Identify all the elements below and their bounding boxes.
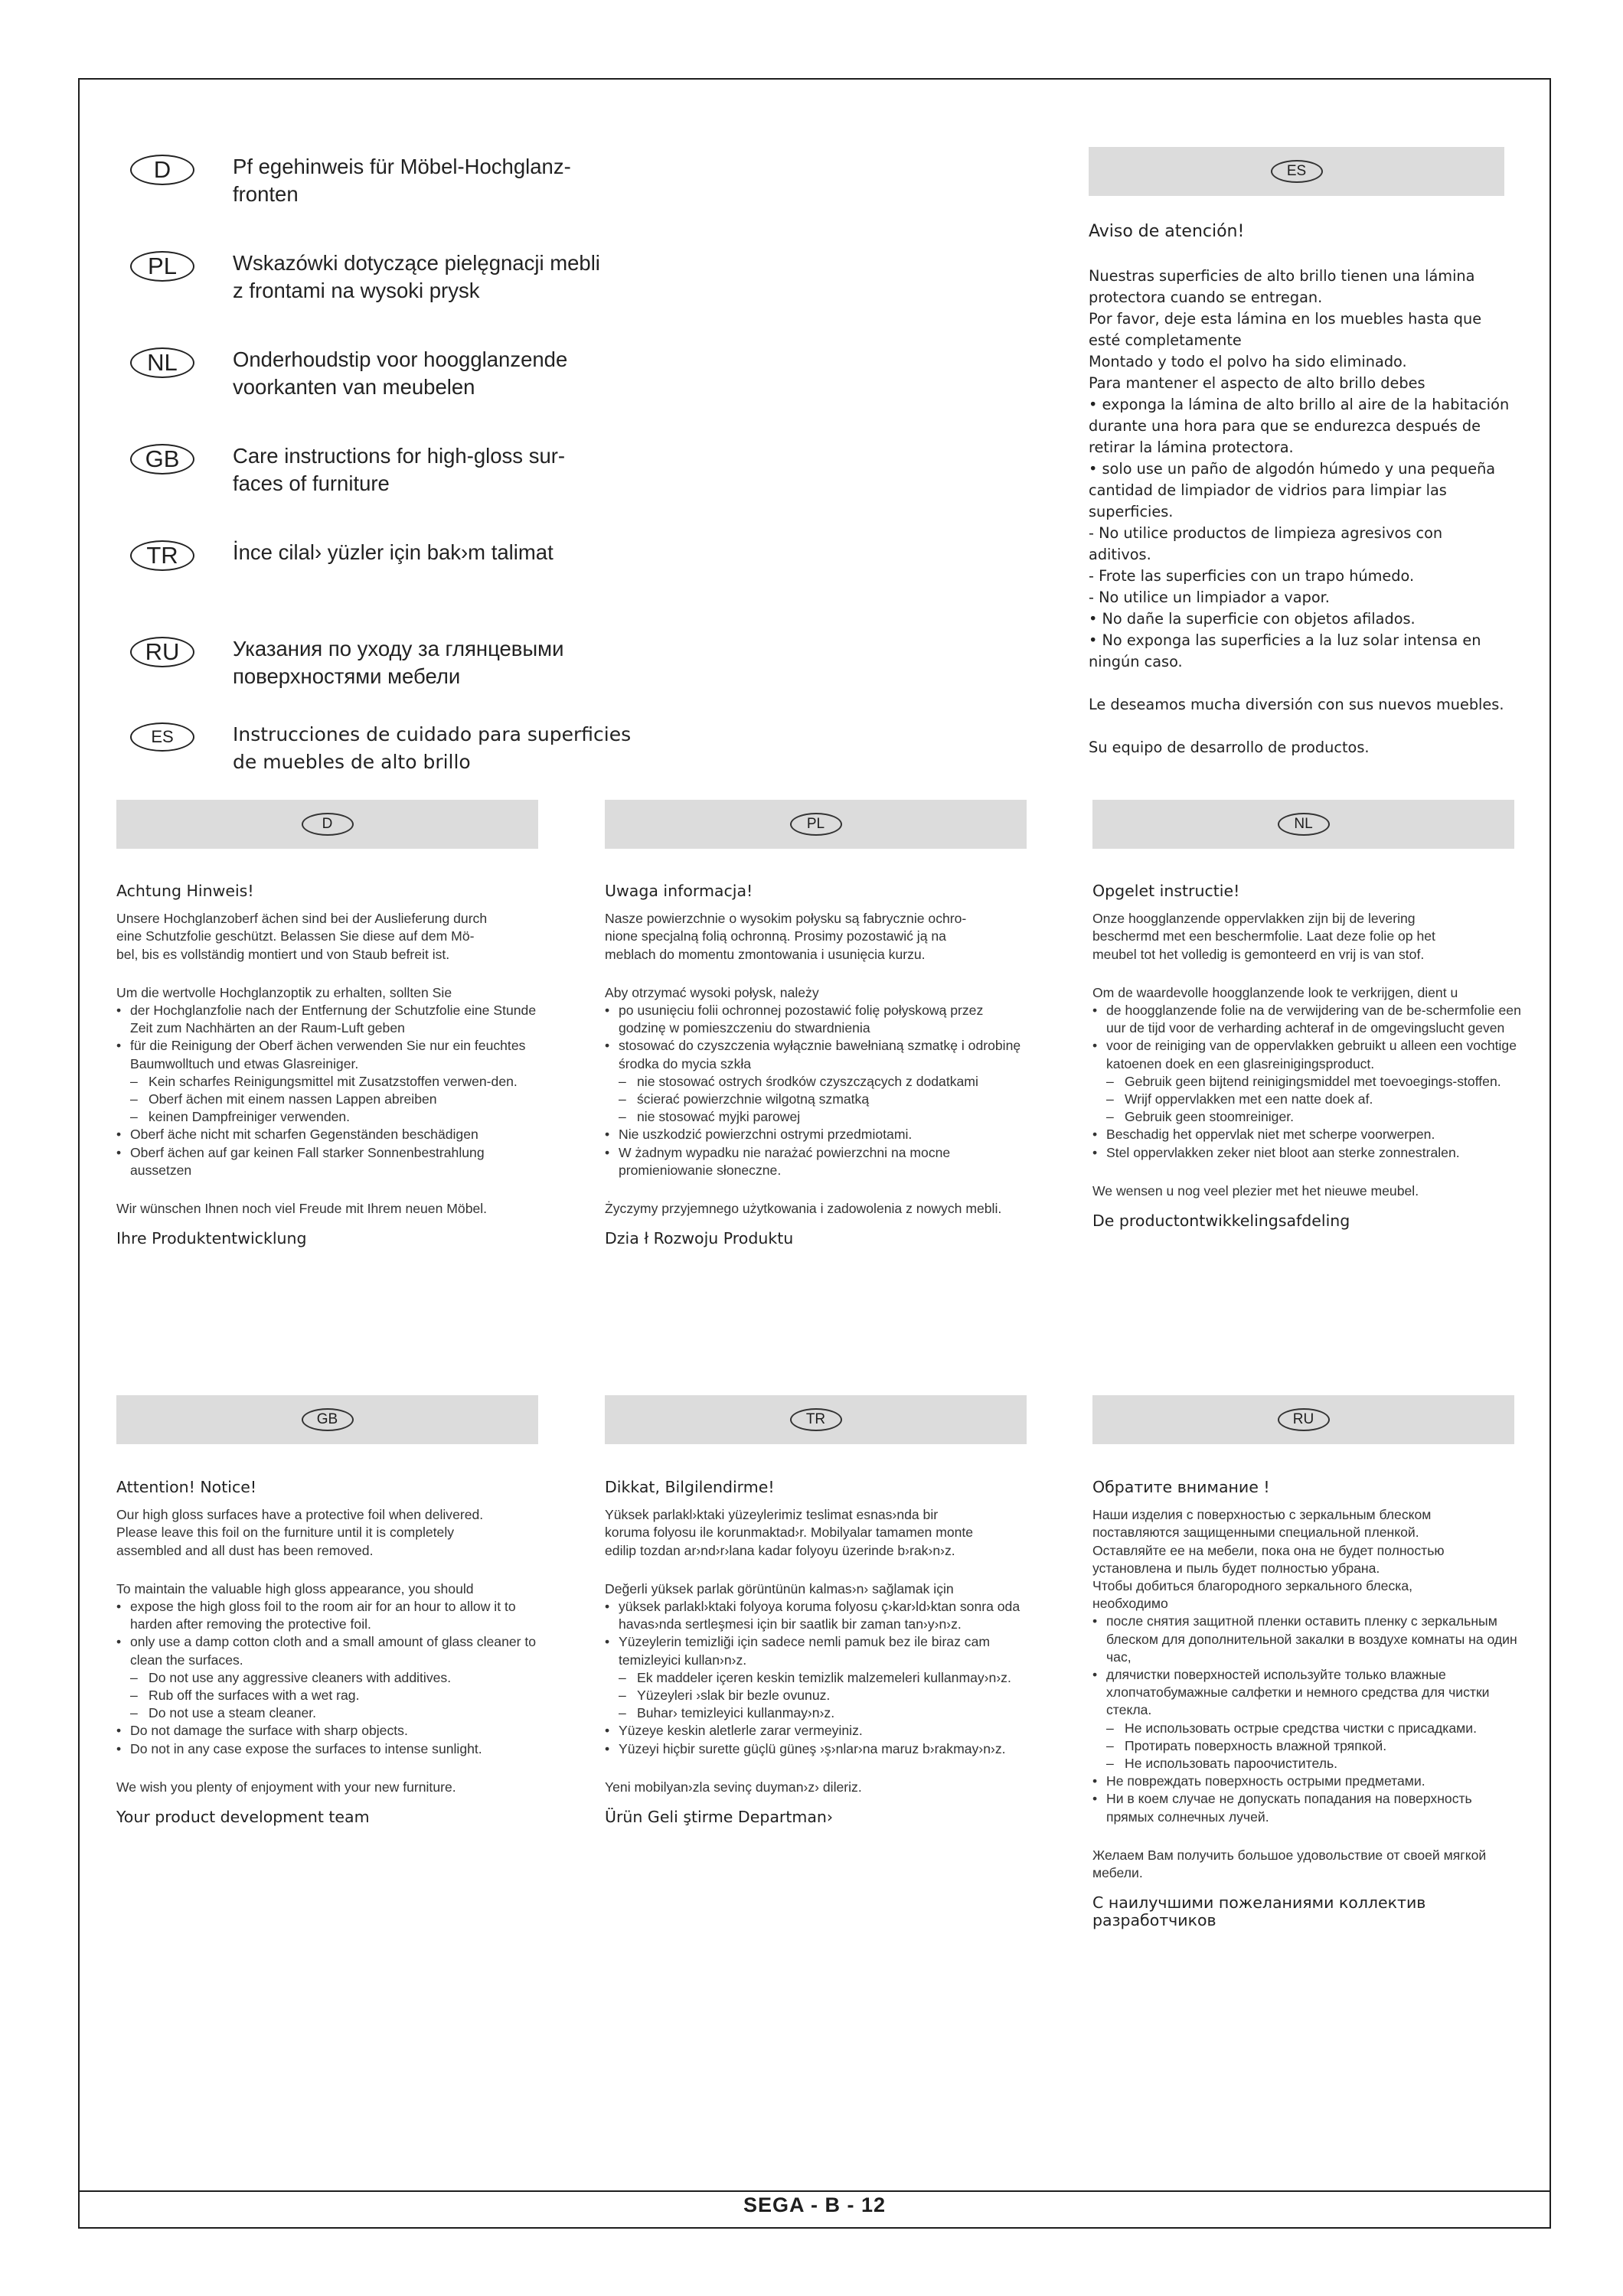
body-line: cantidad de limpiador de vidrios para limpiar las [1089, 481, 1447, 499]
bullet-item: • stosować do czyszczenia wyłącznie bawełnianą szmatkę i odrobinę środka do mycia szkła [605, 1037, 1034, 1072]
section-es [1089, 221, 1517, 758]
bullet-item: • Yüzeyi hiçbir surette güçlü güneş ›ş›nlar›na maruz b›rakmay›n›z. [605, 1740, 1034, 1758]
language-badge-gb: GB [302, 1408, 354, 1431]
intro-line: установлена и пыль будет полностью убрана. [1092, 1560, 1380, 1576]
bullet-item: • only use a damp cotton cloth and a small amount of glass cleaner to clean the surfaces. [116, 1633, 545, 1668]
lead-line: Om de waardevolle hoogglanzende look te verkrijgen, dient u [1092, 984, 1458, 1000]
instruction-list [1092, 1002, 1521, 1162]
body-line: - Frote las superficies con un trapo húmedo. [1089, 567, 1415, 585]
intro-line: поставляются защищенными специальной пленкой. [1092, 1525, 1419, 1541]
dash-item: – Ek maddeler içeren keskin temizlik malzemeleri kullanmay›n›z. [605, 1669, 1034, 1687]
section-signature: Ihre Produktentwicklung [116, 1229, 307, 1248]
bullet-item: • voor de reiniging van de oppervlakken gebruikt u alleen een vochtige katoenen doek en een glasreinigingsproduct. [1092, 1037, 1521, 1072]
bullet-item: • Oberf äche nicht mit scharfen Gegenständen beschädigen [116, 1126, 545, 1143]
dash-item: – nie stosować ostrych środków czyszczących z dodatkami [605, 1073, 1034, 1091]
dash-item: – Протирать поверхность влажной тряпкой. [1092, 1737, 1521, 1755]
section-signature: Dzia ł Rozwoju Produktu [605, 1229, 794, 1248]
body-line: • No dañe la superficie con objetos afilados. [1089, 610, 1416, 628]
title-row-nl [130, 346, 651, 401]
body-line: esté completamente [1089, 331, 1242, 349]
intro-line: Onze hoogglanzende oppervlakken zijn bij de levering [1092, 911, 1416, 927]
language-badge-gb: GB [130, 444, 194, 475]
lead-line: Değerli yüksek parlak görüntünün kalmas›n› sağlamak için [605, 1580, 954, 1596]
section-closing: We wensen u nog veel plezier met het nieuwe meubel. [1092, 1182, 1419, 1199]
language-badge-es: ES [130, 722, 194, 752]
intro-line: assembled and all dust has been removed. [116, 1542, 374, 1558]
dash-item: – Do not use a steam cleaner. [116, 1704, 545, 1722]
intro-line: Наши изделия с поверхностью с зеркальным блеском [1092, 1507, 1432, 1523]
section-heading: Opgelet instructie! [1092, 882, 1240, 900]
section-header-gb [116, 1395, 538, 1444]
dash-item: – Gebruik geen bijtend reinigingsmiddel met toevoegings-stoffen. [1092, 1073, 1521, 1091]
lead-line: To maintain the valuable high gloss appearance, you should [116, 1580, 474, 1596]
bullet-item: • Oberf ächen auf gar keinen Fall starker Sonnenbestrahlung aussetzen [116, 1144, 545, 1179]
language-badge-ru: RU [1278, 1408, 1330, 1431]
body-line: - No utilice productos de limpieza agresivos con [1089, 524, 1443, 542]
section-header-tr [605, 1395, 1027, 1444]
language-badge-pl: PL [790, 813, 842, 836]
body-line: Montado y todo el polvo ha sido eliminado. [1089, 353, 1407, 370]
section-signature: Su equipo de desarrollo de productos. [1089, 739, 1370, 756]
bullet-item: • der Hochglanzfolie nach der Entfernung der Schutzfolie eine Stunde Zeit zum Nachhärten an der Raum-Luft geben [116, 1002, 545, 1037]
language-badge-d: D [302, 813, 354, 836]
page-footer: SEGA - B - 12 [743, 2193, 887, 2216]
title-text: Instrucciones de cuidado para superficies de muebles de alto brillo [233, 723, 632, 773]
instruction-list [1092, 1613, 1521, 1825]
section-d [116, 882, 545, 1247]
section-heading: Attention! Notice! [116, 1478, 257, 1496]
section-closing: We wish you plenty of enjoyment with your new furniture. [116, 1779, 456, 1795]
instruction-list [605, 1002, 1034, 1179]
body-line: Por favor, deje esta lámina en los muebles hasta que [1089, 310, 1482, 328]
section-ru [1092, 1479, 1521, 1930]
bullet-item: • Yüzeye keskin aletlerle zarar vermeyiniz. [605, 1722, 1034, 1740]
dash-item: – Kein scharfes Reinigungsmittel mit Zusatzstoffen verwen-den. [116, 1073, 545, 1091]
dash-item: – Wrijf oppervlakken met een natte doek af. [1092, 1091, 1521, 1108]
section-heading: Dikkat, Bilgilendirme! [605, 1478, 775, 1496]
section-body [1089, 266, 1517, 673]
intro-line: edilip tozdan ar›nd›r›lana kadar folyoyu üzerinde b›rak›n›z. [605, 1542, 955, 1558]
lead-line: Um die wertvolle Hochglanzoptik zu erhalten, sollten Sie [116, 984, 452, 1000]
dash-item: – Не использовать острые средства чистки с присадками. [1092, 1720, 1521, 1737]
title-row-ru [130, 635, 651, 690]
dash-item: – Не использовать пароочиститель. [1092, 1755, 1521, 1773]
section-nl [1092, 882, 1521, 1230]
intro-line: Please leave this foil on the furniture until it is completely [116, 1525, 455, 1541]
section-signature: Your product development team [116, 1808, 370, 1827]
section-heading: Uwaga informacja! [605, 882, 753, 900]
body-line: aditivos. [1089, 546, 1151, 563]
title-row-gb [130, 442, 651, 497]
intro-line: Unsere Hochglanzoberf ächen sind bei der Auslieferung durch [116, 911, 488, 927]
bullet-item: • Ни в коем случае не допускать попадания на поверхность прямых солнечных лучей. [1092, 1790, 1521, 1825]
section-closing: Wir wünschen Ihnen noch viel Freude mit Ihrem neuen Möbel. [116, 1201, 488, 1217]
section-gb [116, 1479, 545, 1826]
section-signature: С наилучшими пожеланиями коллектив разработчиков [1092, 1893, 1426, 1930]
title-row-es [130, 721, 651, 776]
bullet-item: • po usunięciu folii ochronnej pozostawić folię połyskową przez godzinę w pomieszczeniu do stwardnienia [605, 1002, 1034, 1037]
language-badge-nl: NL [130, 347, 194, 378]
bullet-item: • Nie uszkodzić powierzchni ostrymi przedmiotami. [605, 1126, 1034, 1143]
bullet-item: • für die Reinigung der Oberf ächen verwenden Sie nur ein feuchtes Baumwolltuch und etwas Glasreiniger. [116, 1037, 545, 1072]
body-line: Nuestras superficies de alto brillo tienen una lámina [1089, 267, 1475, 285]
intro-line: koruma folyosu ile korunmaktad›r. Mobilyalar tamamen monte [605, 1525, 974, 1541]
title-text: İnce cilal› yüzler için bak›m talimat [233, 540, 554, 564]
section-header-nl [1092, 800, 1514, 849]
lead-line: Aby otrzymać wysoki połysk, należy [605, 984, 819, 1000]
body-line: • No exponga las superficies a la luz solar intensa en [1089, 631, 1481, 649]
section-closing: Le deseamos mucha diversión con sus nuevos muebles. [1089, 696, 1504, 713]
bullet-item: • yüksek parlakl›ktaki folyoya koruma folyosu ç›kar›ld›ktan sonra oda havas›nda sertleşmesi için bir saatlik bir zaman tan›y›n›z. [605, 1598, 1034, 1633]
section-header-d [116, 800, 538, 849]
bullet-item: • Beschadig het oppervlak niet met scherpe voorwerpen. [1092, 1126, 1521, 1143]
dash-item: – Yüzeyleri ›slak bir bezle ovunuz. [605, 1687, 1034, 1704]
intro-line: meblach do momentu zmontowania i usunięcia kurzu. [605, 946, 926, 962]
instruction-list [116, 1002, 545, 1179]
section-pl [605, 882, 1034, 1247]
dash-item: – Do not use any aggressive cleaners with additives. [116, 1669, 545, 1687]
intro-line: bel, bis es vollständig montiert und von Staub befreit ist. [116, 946, 450, 962]
section-closing: Yeni mobilyan›zla sevinç duyman›z› dileriz. [605, 1779, 862, 1795]
bullet-item: • de hoogglanzende folie na de verwijdering van de be-schermfolie een uur de tijd voor de verharding achteraf in de omgevingslucht geven [1092, 1002, 1521, 1037]
dash-item: – keinen Dampfreiniger verwenden. [116, 1108, 545, 1126]
title-text: Care instructions for high-gloss sur- faces of furniture [233, 444, 566, 495]
intro-line: meubel tot het volledig is gemonteerd en vrij is van stof. [1092, 946, 1425, 962]
title-row-pl [130, 249, 651, 305]
intro-line: Our high gloss surfaces have a protective foil when delivered. [116, 1507, 484, 1523]
intro-line: Чтобы добиться благородного зеркального блеска, [1092, 1578, 1413, 1594]
body-line: • exponga la lámina de alto brillo al aire de la habitación [1089, 396, 1510, 413]
section-header-es [1089, 147, 1504, 196]
instruction-list [116, 1598, 545, 1758]
dash-item: – Rub off the surfaces with a wet rag. [116, 1687, 545, 1704]
footer-divider [78, 2190, 1551, 2192]
language-badge-tr: TR [130, 540, 194, 571]
bullet-item: • после снятия защитной пленки оставить пленку с зеркальным блеском для дополнительной закалки в воздухе комнаты на один час, [1092, 1613, 1521, 1666]
body-line: ningún caso. [1089, 653, 1183, 670]
bullet-item: • Не повреждать поверхность острыми предметами. [1092, 1773, 1521, 1790]
section-signature: Ürün Geli ştirme Departman› [605, 1808, 834, 1827]
body-line: protectora cuando se entregan. [1089, 289, 1323, 306]
section-heading: Aviso de atención! [1089, 222, 1245, 241]
intro-line: Оставляйте ее на мебели, пока она не будет полностью [1092, 1542, 1445, 1558]
body-line: • solo use un paño de algodón húmedo y una pequeña [1089, 460, 1496, 478]
language-badge-pl: PL [130, 251, 194, 282]
instruction-list [605, 1598, 1034, 1758]
section-closing: Życzymy przyjemnego użytkowania i zadowolenia z nowych mebli. [605, 1201, 1002, 1217]
dash-item: – Oberf ächen mit einem nassen Lappen abreiben [116, 1091, 545, 1108]
intro-line: Nasze powierzchnie o wysokim połysku są fabrycznie ochro- [605, 911, 967, 927]
dash-item: – ścierać powierzchnie wilgotną szmatką [605, 1091, 1034, 1108]
dash-item: – nie stosować myjki parowej [605, 1108, 1034, 1126]
intro-line: Yüksek parlakl›ktaki yüzeylerimiz teslimat esnas›nda bir [605, 1507, 939, 1523]
language-badge-d: D [130, 155, 194, 185]
bullet-item: • длячистки поверхностей используйте только влажные хлопчатобумажные салфетки и немного средства для чистки стекла. [1092, 1666, 1521, 1720]
title-text: Pf egehinweis für Möbel-Hochglanz- fronten [233, 155, 571, 206]
section-header-pl [605, 800, 1027, 849]
intro-line: eine Schutzfolie geschützt. Belassen Sie diese auf dem Mö- [116, 928, 475, 944]
body-line: durante una hora para que se endurezca después de [1089, 417, 1481, 435]
intro-line: nione specjalną folią ochronną. Prosimy pozostawić ją na [605, 928, 946, 944]
intro-line: необходимо [1092, 1596, 1168, 1612]
intro-line: beschermd met een beschermfolie. Laat deze folie op het [1092, 928, 1435, 944]
section-heading: Achtung Hinweis! [116, 882, 254, 900]
dash-item: – Gebruik geen stoomreiniger. [1092, 1108, 1521, 1126]
language-badge-es: ES [1271, 160, 1323, 183]
body-line: Para mantener el aspecto de alto brillo debes [1089, 374, 1425, 392]
dash-item: – Buhar› temizleyici kullanmay›n›z. [605, 1704, 1034, 1722]
body-line: retirar la lámina protectora. [1089, 439, 1294, 456]
language-badge-tr: TR [790, 1408, 842, 1431]
section-header-ru [1092, 1395, 1514, 1444]
body-line: superficies. [1089, 503, 1174, 520]
language-badge-ru: RU [130, 637, 194, 667]
body-line: - No utilice un limpiador a vapor. [1089, 589, 1330, 606]
title-row-d [130, 153, 651, 208]
section-tr [605, 1479, 1034, 1826]
section-closing: Желаем Вам получить большое удовольствие от своей мягкой мебели. [1092, 1847, 1487, 1881]
section-signature: De productontwikkelingsafdeling [1092, 1212, 1350, 1231]
title-row-tr [130, 539, 651, 571]
title-text: Onderhoudstip voor hoogglanzende voorkanten van meubelen [233, 347, 568, 399]
bullet-item: • expose the high gloss foil to the room air for an hour to allow it to harden after removing the protective foil. [116, 1598, 545, 1633]
title-text: Указания по уходу за глянцевыми поверхностями мебели [233, 637, 564, 688]
bullet-item: • Stel oppervlakken zeker niet bloot aan sterke zonnestralen. [1092, 1144, 1521, 1162]
title-text: Wskazówki dotyczące pielęgnacji mebli z frontami na wysoki prysk [233, 251, 600, 302]
section-heading: Обратите внимание ! [1092, 1478, 1270, 1496]
bullet-item: • Do not damage the surface with sharp objects. [116, 1722, 545, 1740]
bullet-item: • Yüzeylerin temizliği için sadece nemli pamuk bez ile biraz cam temizleyici kullan›n›z. [605, 1633, 1034, 1668]
bullet-item: • W żadnym wypadku nie narażać powierzchni na mocne promieniowanie słoneczne. [605, 1144, 1034, 1179]
language-badge-nl: NL [1278, 813, 1330, 836]
bullet-item: • Do not in any case expose the surfaces to intense sunlight. [116, 1740, 545, 1758]
